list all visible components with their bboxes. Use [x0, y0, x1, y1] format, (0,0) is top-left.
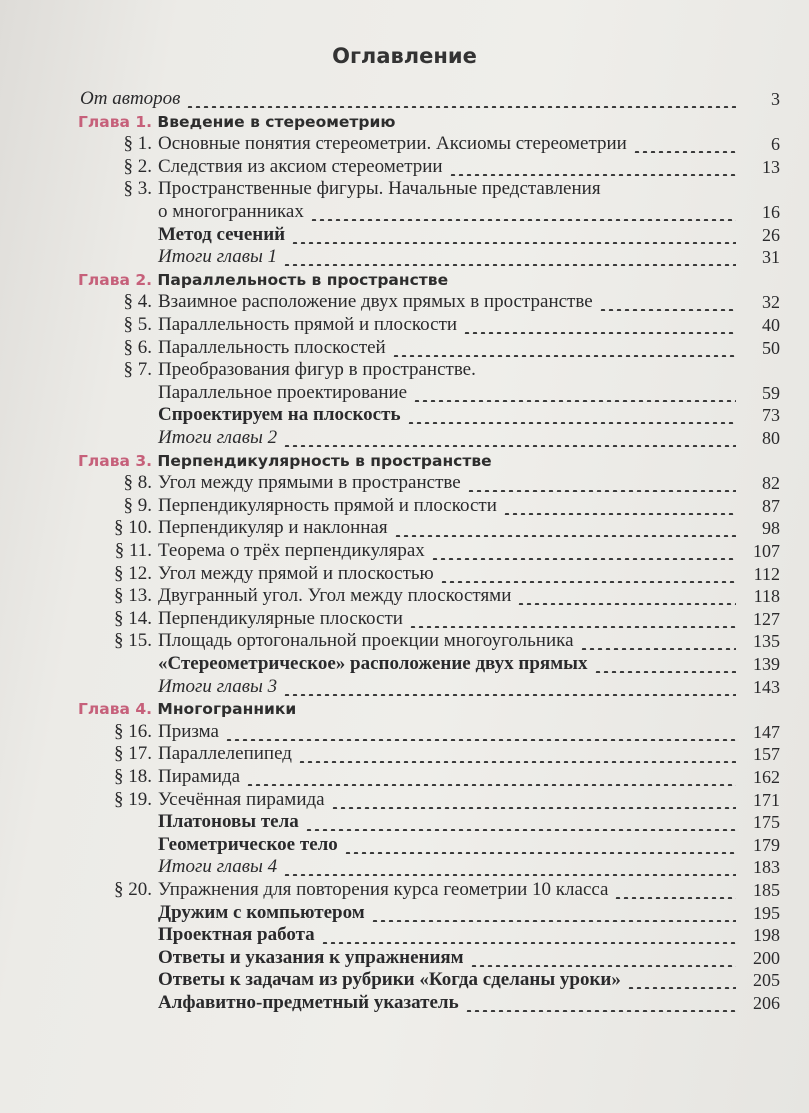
- entry-title: Площадь ортогональной проекции многоугольника: [158, 630, 574, 651]
- toc-row: [0, 495, 809, 517]
- toc-row: [0, 291, 809, 313]
- section-number: § 20.: [114, 879, 152, 900]
- toc-chapter-row: [0, 698, 809, 720]
- entry-title: Геометрическое тело: [158, 834, 338, 855]
- section-number: § 13.: [114, 585, 152, 606]
- page-number: 6: [771, 134, 780, 154]
- chapter-name: Введение в стереометрию: [152, 113, 396, 131]
- entry-title: Взаимное расположение двух прямых в пространстве: [158, 291, 593, 312]
- section-number: § 17.: [114, 743, 152, 764]
- entry-title: Теорема о трёх перпендикулярах: [158, 540, 425, 561]
- page-number: 198: [753, 925, 780, 945]
- page-number: 107: [753, 541, 780, 561]
- toc-row: [0, 676, 809, 698]
- dot-leader: [310, 219, 736, 221]
- section-number: § 1.: [123, 133, 152, 154]
- toc-row: [0, 721, 809, 743]
- chapter-heading: [78, 269, 448, 291]
- entry-title: От авторов: [80, 88, 181, 109]
- page-number: 139: [753, 654, 780, 674]
- page-number: 26: [762, 225, 780, 245]
- entry-title: о многогранниках: [158, 201, 304, 222]
- page-number: 147: [753, 722, 780, 742]
- section-number: § 14.: [114, 608, 152, 629]
- dot-leader: [298, 761, 736, 763]
- toc-row: [0, 201, 809, 223]
- entry-title: «Стереометрическое» расположение двух прямых: [158, 653, 588, 674]
- page-number: 200: [753, 948, 780, 968]
- section-number: § 4.: [123, 291, 152, 312]
- entry-title: Упражнения для повторения курса геометрии 10 класса: [158, 879, 609, 900]
- section-number: § 19.: [114, 789, 152, 810]
- section-number: § 18.: [114, 766, 152, 787]
- page-number: 205: [753, 970, 780, 990]
- toc-row: [0, 743, 809, 765]
- toc-row: [0, 337, 809, 359]
- dot-leader: [321, 942, 736, 944]
- dot-leader: [186, 106, 736, 108]
- chapter-label: Глава 3.: [78, 452, 153, 470]
- dot-leader: [371, 920, 736, 922]
- toc-row: [0, 88, 809, 110]
- page-number: 162: [753, 767, 780, 787]
- dot-leader: [413, 400, 736, 402]
- dot-leader: [431, 558, 736, 560]
- section-number: § 5.: [123, 314, 152, 335]
- toc-row: [0, 585, 809, 607]
- toc-row: [0, 902, 809, 924]
- entry-title: Метод сечений: [158, 224, 286, 245]
- section-number: § 6.: [123, 337, 152, 358]
- dot-leader: [449, 174, 736, 176]
- dot-leader: [344, 852, 736, 854]
- entry-title: Угол между прямыми в пространстве: [158, 472, 461, 493]
- entry-title: Основные понятия стереометрии. Аксиомы стереометрии: [158, 133, 627, 154]
- page-number: 171: [753, 790, 780, 810]
- page-number: 3: [771, 89, 780, 109]
- dot-leader: [517, 603, 736, 605]
- dot-leader: [465, 1010, 736, 1012]
- entry-title: Итоги главы 1: [158, 246, 278, 267]
- entry-title: Пирамида: [158, 766, 241, 787]
- dot-leader: [409, 626, 736, 628]
- dot-leader: [283, 874, 736, 876]
- page-number: 179: [753, 835, 780, 855]
- section-number: § 16.: [114, 721, 152, 742]
- chapter-label: Глава 4.: [78, 700, 153, 718]
- entry-title: Итоги главы 2: [158, 427, 278, 448]
- chapter-label: Глава 2.: [78, 271, 153, 289]
- section-number: § 15.: [114, 630, 152, 651]
- toc-row: [0, 924, 809, 946]
- toc-row: [0, 382, 809, 404]
- toc-row: [0, 359, 809, 381]
- dot-leader: [463, 332, 736, 334]
- dot-leader: [470, 965, 736, 967]
- entry-title: Дружим с компьютером: [158, 902, 365, 923]
- chapter-label: Глава 1.: [78, 113, 153, 131]
- toc-chapter-row: [0, 269, 809, 291]
- section-number: § 10.: [114, 517, 152, 538]
- page-number: 157: [753, 744, 780, 764]
- entry-title: Перпендикулярные плоскости: [158, 608, 403, 629]
- entry-title: Параллелепипед: [158, 743, 292, 764]
- page-number: 50: [762, 338, 780, 358]
- toc-row: [0, 178, 809, 200]
- chapter-name: Многогранники: [152, 700, 297, 718]
- toc-row: [0, 947, 809, 969]
- page-number: 112: [753, 564, 780, 584]
- section-number: § 11.: [114, 540, 152, 561]
- page-number: 80: [762, 428, 780, 448]
- section-number: § 12.: [114, 563, 152, 584]
- dot-leader: [599, 309, 736, 311]
- section-number: § 3.: [123, 178, 152, 199]
- page-number: 118: [753, 586, 780, 606]
- dot-leader: [614, 897, 736, 899]
- toc-row: [0, 540, 809, 562]
- dot-leader: [407, 422, 736, 424]
- entry-title: Следствия из аксиом стереометрии: [158, 156, 443, 177]
- page-number: 59: [762, 383, 780, 403]
- entry-title: Ответы и указания к упражнениям: [158, 947, 464, 968]
- dot-leader: [305, 829, 736, 831]
- page-number: 73: [762, 405, 780, 425]
- dot-leader: [503, 513, 736, 515]
- toc-row: [0, 314, 809, 336]
- toc-row: [0, 992, 809, 1014]
- page-number: 127: [753, 609, 780, 629]
- dot-leader: [283, 694, 736, 696]
- chapter-heading: [78, 450, 492, 472]
- dot-leader: [291, 242, 736, 244]
- entry-title: Параллельность плоскостей: [158, 337, 386, 358]
- toc-row: [0, 246, 809, 268]
- page-number: 135: [753, 631, 780, 651]
- chapter-name: Перпендикулярность в пространстве: [152, 452, 492, 470]
- toc-row: [0, 608, 809, 630]
- toc-row: [0, 133, 809, 155]
- toc-row: [0, 789, 809, 811]
- page-number: 175: [753, 812, 780, 832]
- page-number: 183: [753, 857, 780, 877]
- toc-row: [0, 879, 809, 901]
- section-number: § 9.: [123, 495, 152, 516]
- entry-title: Усечённая пирамида: [158, 789, 325, 810]
- toc-row: [0, 834, 809, 856]
- entry-title: Параллельность прямой и плоскости: [158, 314, 458, 335]
- toc-row: [0, 856, 809, 878]
- page-number: 87: [762, 496, 780, 516]
- entry-title: Проектная работа: [158, 924, 315, 945]
- section-number: § 2.: [123, 156, 152, 177]
- chapter-heading: [78, 111, 395, 133]
- chapter-heading: [78, 698, 296, 720]
- dot-leader: [467, 490, 736, 492]
- entry-title: Параллельное проектирование: [158, 382, 408, 403]
- page-number: 195: [753, 903, 780, 923]
- entry-title: Двугранный угол. Угол между плоскостями: [158, 585, 512, 606]
- entry-title: Пространственные фигуры. Начальные представления: [158, 178, 601, 199]
- entry-title: Призма: [158, 721, 219, 742]
- toc-row: [0, 563, 809, 585]
- entry-title: Преобразования фигур в пространстве.: [158, 359, 476, 380]
- section-number: § 8.: [123, 472, 152, 493]
- toc-row: [0, 472, 809, 494]
- dot-leader: [331, 807, 736, 809]
- toc-row: [0, 630, 809, 652]
- page-number: 16: [762, 202, 780, 222]
- toc-chapter-row: [0, 111, 809, 133]
- page-number: 32: [762, 292, 780, 312]
- entry-title: Итоги главы 4: [158, 856, 278, 877]
- page-number: 40: [762, 315, 780, 335]
- page-number: 31: [762, 247, 780, 267]
- toc-row: [0, 156, 809, 178]
- dot-leader: [283, 445, 736, 447]
- toc-row: [0, 653, 809, 675]
- toc-row: [0, 811, 809, 833]
- entry-title: Спроектируем на плоскость: [158, 404, 401, 425]
- entry-title: Угол между прямой и плоскостью: [158, 563, 434, 584]
- dot-leader: [580, 648, 736, 650]
- dot-leader: [392, 355, 736, 357]
- page-number: 206: [753, 993, 780, 1013]
- toc-row: [0, 766, 809, 788]
- page-number: 98: [762, 518, 780, 538]
- page-number: 13: [762, 157, 780, 177]
- toc-row: [0, 404, 809, 426]
- page-title: Оглавление: [332, 44, 477, 68]
- dot-leader: [225, 739, 736, 741]
- chapter-name: Параллельность в пространстве: [152, 271, 449, 289]
- entry-title: Перпендикулярность прямой и плоскости: [158, 495, 497, 516]
- dot-leader: [594, 671, 737, 673]
- section-number: § 7.: [123, 359, 152, 380]
- dot-leader: [394, 535, 736, 537]
- entry-title: Итоги главы 3: [158, 676, 278, 697]
- dot-leader: [633, 151, 736, 153]
- dot-leader: [440, 581, 736, 583]
- entry-title: Платоновы тела: [158, 811, 299, 832]
- dot-leader: [627, 987, 736, 989]
- toc-chapter-row: [0, 450, 809, 472]
- toc-row: [0, 517, 809, 539]
- entry-title: Ответы к задачам из рубрики «Когда сделаны уроки»: [158, 969, 621, 990]
- dot-leader: [246, 784, 736, 786]
- dot-leader: [283, 264, 736, 266]
- toc-row: [0, 969, 809, 991]
- entry-title: Алфавитно-предметный указатель: [158, 992, 459, 1013]
- entry-title: Перпендикуляр и наклонная: [158, 517, 388, 538]
- toc-row: [0, 224, 809, 246]
- page-number: 143: [753, 677, 780, 697]
- page-number: 185: [753, 880, 780, 900]
- page-number: 82: [762, 473, 780, 493]
- toc-row: [0, 427, 809, 449]
